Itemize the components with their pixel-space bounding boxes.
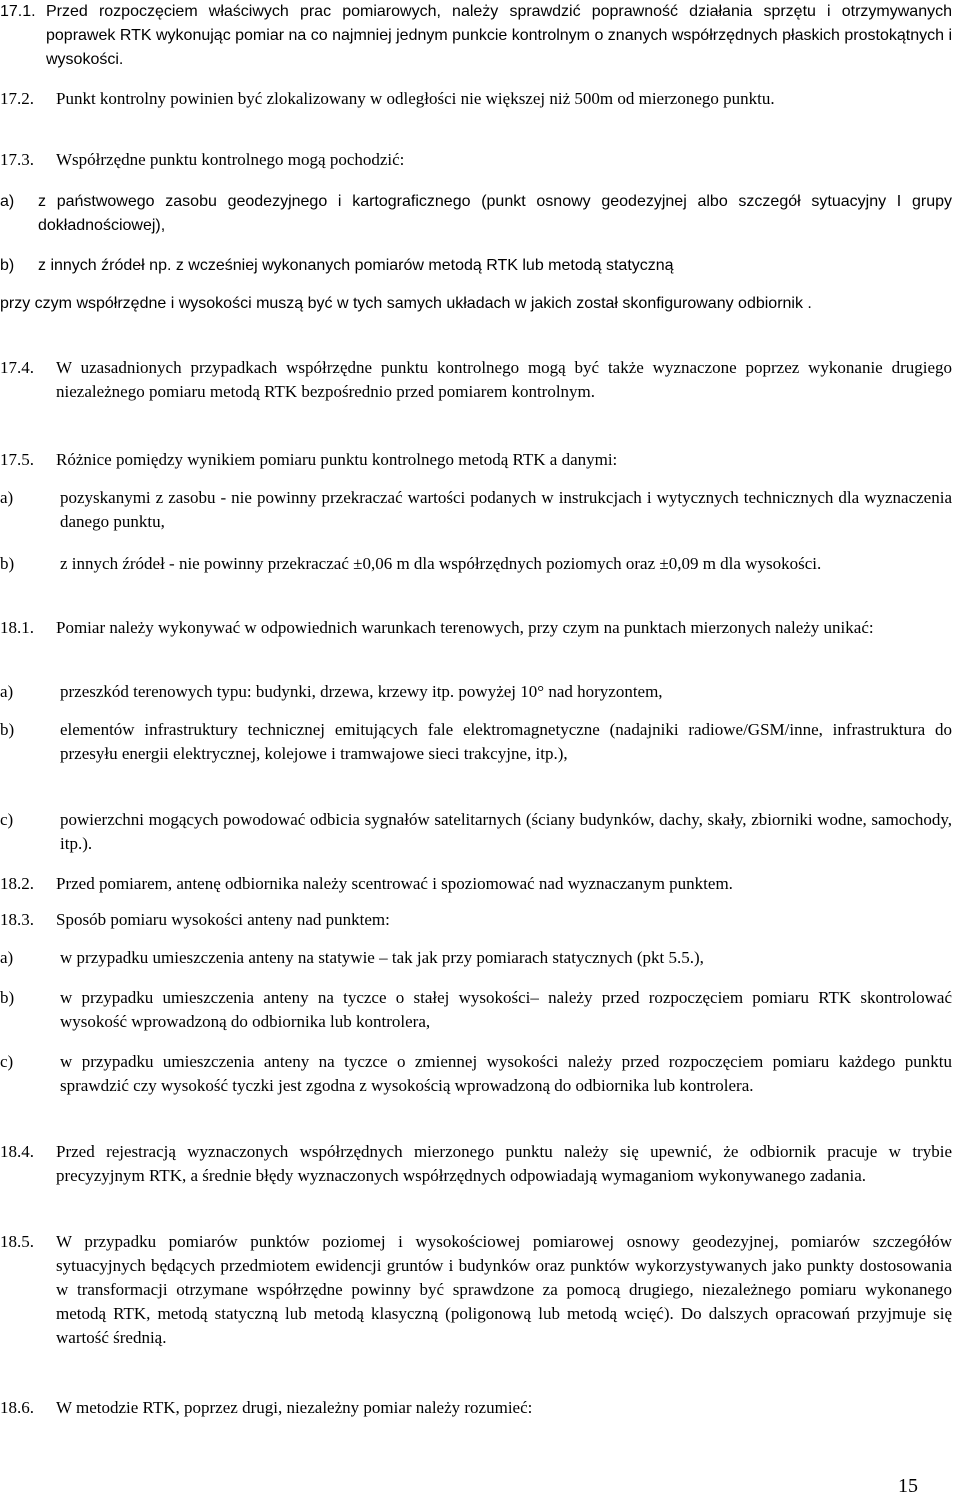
section-number: 17.5. <box>0 450 34 469</box>
item-letter: b) <box>0 988 15 1007</box>
section-number: 17.2. <box>0 89 34 108</box>
section-number: 17.4. <box>0 358 34 377</box>
section-18-3 <box>0 908 952 932</box>
item-17-5-a <box>0 486 952 534</box>
item-text: elementów infrastruktury technicznej emitujących fale elektromagnetyczne (nadajniki radiowe/GSM/inne, infrastruktura do przesyłu energii elektrycznej, kolejowe i tramwajowe sieci trakcyjne, itp.), <box>60 720 952 763</box>
item-text: przeszkód terenowych typu: budynki, drzewa, krzewy itp. powyżej 10° nad horyzontem, <box>60 682 663 701</box>
section-17-4 <box>0 356 952 404</box>
section-17-1 <box>0 0 952 72</box>
item-17-5-b <box>0 552 952 576</box>
section-17-5 <box>0 448 952 472</box>
note-text: przy czym współrzędne i wysokości muszą być w tych samych układach w jakich został skonfigurowany odbiornik . <box>0 295 812 312</box>
section-text: Przed rozpoczęciem właściwych prac pomiarowych, należy sprawdzić poprawność działania sprzętu i otrzymywanych poprawek RTK wykonując pomiar na co najmniej jednym punkcie kontrolnym o znanych współrzędnych płaskich prostokątnych i wysokości. <box>46 3 952 68</box>
section-text: Różnice pomiędzy wynikiem pomiaru punktu kontrolnego metodą RTK a danymi: <box>56 450 618 469</box>
section-17-3 <box>0 148 952 172</box>
section-number: 18.5. <box>0 1232 34 1251</box>
section-18-2 <box>0 872 952 896</box>
item-18-3-b <box>0 986 952 1034</box>
item-letter: a) <box>0 488 14 507</box>
item-letter: b) <box>0 554 15 573</box>
item-letter: a) <box>0 193 15 210</box>
item-letter: c) <box>0 810 14 829</box>
item-letter: a) <box>0 948 14 967</box>
section-number: 18.6. <box>0 1398 34 1417</box>
item-text: w przypadku umieszczenia anteny na tyczce o zmiennej wysokości należy przed rozpoczęciem pomiaru każdego punktu sprawdzić czy wysokość tyczki jest zgodna z wysokością wprowadzoną do odbiornika lub kontrolera. <box>60 1052 952 1095</box>
section-text: W przypadku pomiarów punktów poziomej i wysokościowej pomiarowej osnowy geodezyjnej, pomiarów szczegółów sytuacyjnych będących przedmiotem ewidencji gruntów i budynków oraz punktów wykorzystywanych jako punkty dostosowania w transformacji otrzymane współrzędne powinny być sprawdzone za pomocą drugiego, niezależnego pomiaru wykonanego metodą RTK, metodą statyczną lub metodą klasyczną (poligonową lub metodą wcięć). Do dalszych opracowań przyjmuje się wartość średnią. <box>56 1232 952 1347</box>
item-18-1-a <box>0 680 952 704</box>
section-18-6 <box>0 1396 952 1420</box>
item-18-3-a <box>0 946 952 970</box>
section-text: W uzasadnionych przypadkach współrzędne punktu kontrolnego mogą być także wyznaczone poprzez wykonanie drugiego niezależnego pomiaru metodą RTK bezpośrednio przed pomiarem kontrolnym. <box>56 358 952 401</box>
section-text: Przed pomiarem, antenę odbiornika należy scentrować i spoziomować nad wyznaczanym punktem. <box>56 874 733 893</box>
section-text: W metodzie RTK, poprzez drugi, niezależny pomiar należy rozumieć: <box>56 1398 533 1417</box>
item-text: w przypadku umieszczenia anteny na statywie – tak jak przy pomiarach statycznych (pkt 5.5.), <box>60 948 704 967</box>
item-text: z państwowego zasobu geodezyjnego i kartograficznego (punkt osnowy geodezyjnej albo szczegół sytuacyjny I grupy dokładnościowej), <box>38 193 952 234</box>
item-18-1-b <box>0 718 952 766</box>
item-letter: b) <box>0 257 15 274</box>
section-number: 18.1. <box>0 618 34 637</box>
section-18-5 <box>0 1230 952 1350</box>
section-text: Współrzędne punktu kontrolnego mogą pochodzić: <box>56 150 405 169</box>
item-letter: a) <box>0 682 14 701</box>
item-17-3-a <box>0 190 952 238</box>
section-18-1 <box>0 616 952 640</box>
item-text: w przypadku umieszczenia anteny na tyczce o stałej wysokości– należy przed rozpoczęciem pomiaru RTK skontrolować wysokość wprowadzoną do odbiornika lub kontrolera, <box>60 988 952 1031</box>
section-text: Sposób pomiaru wysokości anteny nad punktem: <box>56 910 390 929</box>
section-text: Pomiar należy wykonywać w odpowiednich warunkach terenowych, przy czym na punktach mierzonych należy unikać: <box>56 618 874 637</box>
section-number: 18.3. <box>0 910 34 929</box>
item-text: powierzchni mogących powodować odbicia sygnałów satelitarnych (ściany budynków, dachy, skały, zbiorniki wodne, samochody, itp.). <box>60 810 952 853</box>
section-18-4 <box>0 1140 952 1188</box>
item-18-1-c <box>0 808 952 856</box>
section-number: 17.3. <box>0 150 34 169</box>
section-number: 18.4. <box>0 1142 34 1161</box>
section-text: Przed rejestracją wyznaczonych współrzędnych mierzonego punktu należy się upewnić, że odbiornik pracuje w trybie precyzyjnym RTK, a średnie błędy wyznaczonych współrzędnych odpowiadają wymaganiom wykonywanego zadania. <box>56 1142 952 1185</box>
page-number: 15 <box>898 1475 918 1497</box>
item-text: pozyskanymi z zasobu - nie powinny przekraczać wartości podanych w instrukcjach i wytycznych technicznych dla wyznaczenia danego punktu, <box>60 488 952 531</box>
section-number: 17.1. <box>0 3 36 20</box>
section-17-3-note <box>0 292 952 316</box>
item-text: z innych źródeł - nie powinny przekraczać ±0,06 m dla współrzędnych poziomych oraz ±0,09 m dla wysokości. <box>60 554 822 573</box>
item-text: z innych źródeł np. z wcześniej wykonanych pomiarów metodą RTK lub metodą statyczną <box>38 257 674 274</box>
item-17-3-b <box>0 254 952 278</box>
section-text: Punkt kontrolny powinien być zlokalizowany w odległości nie większej niż 500m od mierzonego punktu. <box>56 89 775 108</box>
section-number: 18.2. <box>0 874 34 893</box>
item-letter: c) <box>0 1052 14 1071</box>
item-18-3-c <box>0 1050 952 1098</box>
section-17-2 <box>0 87 952 111</box>
item-letter: b) <box>0 720 15 739</box>
